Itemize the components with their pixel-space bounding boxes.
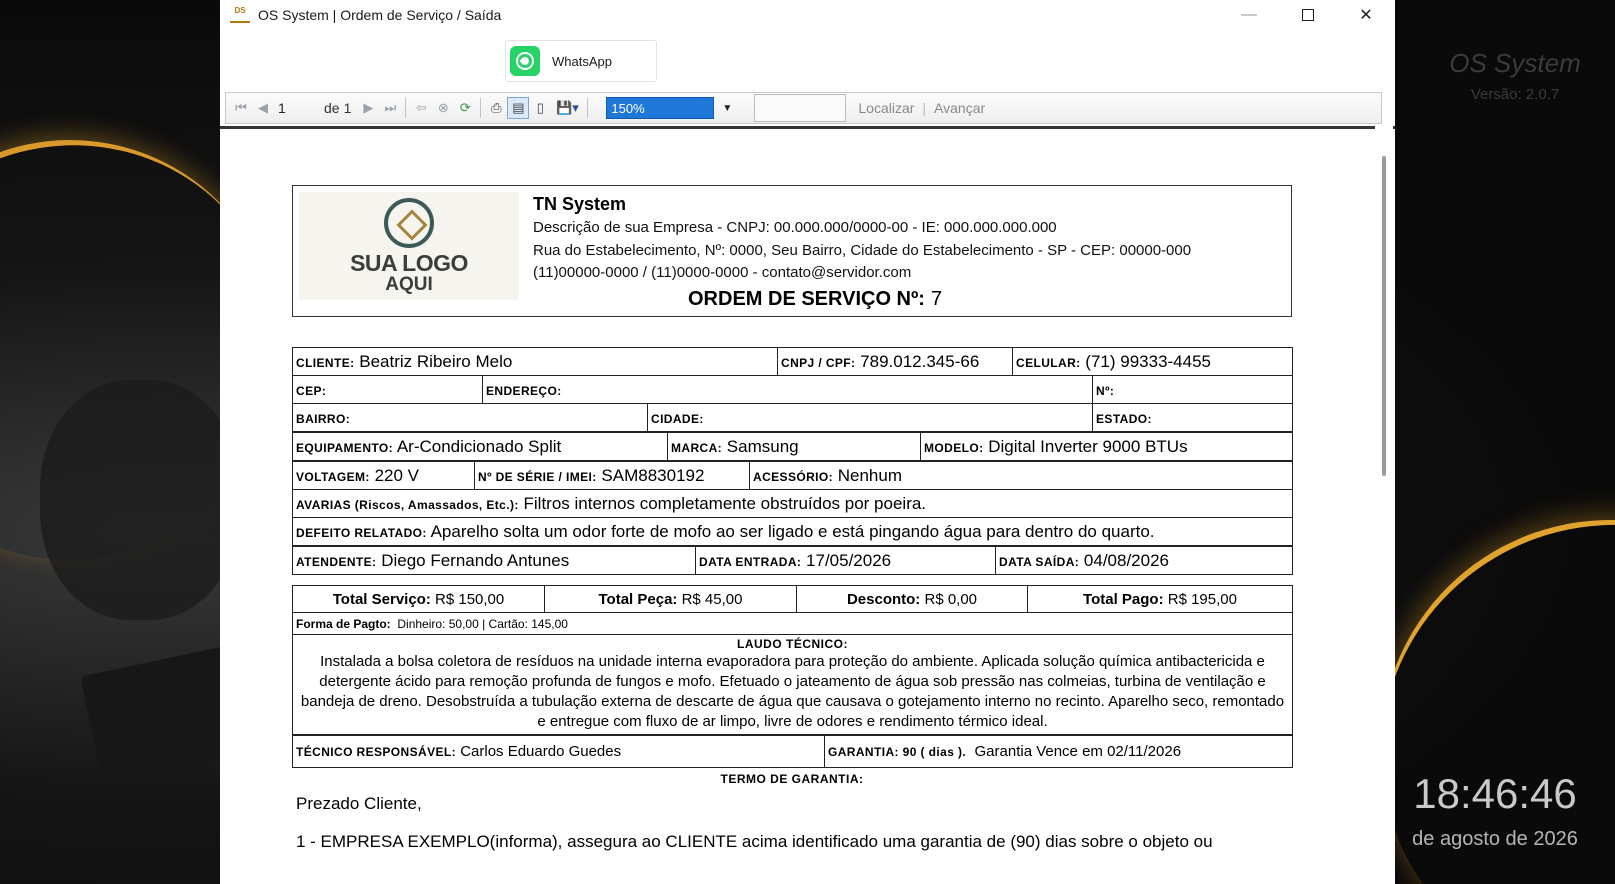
exit-date-cell: DATA SAÍDA: 04/08/2026 [996,547,1293,575]
refresh-icon[interactable]: ⟳ [459,100,471,115]
stop-icon[interactable]: ⊗ [437,100,449,115]
table-row [293,462,1293,490]
model-cell: MODELO: Digital Inverter 9000 BTUs [921,433,1293,461]
serial-cell: Nº DE SÉRIE / IMEI: SAM8830192 [475,462,750,490]
report-page [292,185,1292,852]
brand-version: Versão: 2.0.7 [1470,86,1560,103]
voltage-table [292,461,1293,546]
cnpj-cell: CNPJ / CPF: 789.012.345-66 [778,348,1013,376]
page-of-label: de [324,100,340,116]
company-header [292,185,1292,317]
whatsapp-button[interactable] [505,40,657,82]
dates-table [292,546,1293,575]
company-name: TN System [533,194,627,214]
accessory-cell: ACESSÓRIO: Nenhum [750,462,1293,490]
clock-time: 18:46:46 [1413,770,1577,817]
equipment-table [292,432,1293,461]
action-bar [220,30,1395,84]
technician-cell: TÉCNICO RESPONSÁVEL: Carlos Eduardo Guedes [293,736,825,768]
previous-page-button[interactable]: ◀ [258,100,268,115]
client-cell: CLIENTE: Beatriz Ribeiro Melo [293,348,778,376]
brand-cell: MARCA: Samsung [668,433,921,461]
maximize-icon [1302,9,1314,21]
chevron-down-icon[interactable]: ▼ [722,102,733,114]
logo-text-line2: AQUI [385,273,433,295]
find-link[interactable]: Localizar [858,100,915,116]
table-row [293,404,1293,432]
close-button[interactable] [1337,0,1395,30]
page-setup-icon[interactable]: ▯ [536,100,544,115]
table-row [293,490,1293,518]
warranty-terms-greeting: Prezado Cliente, [296,794,422,813]
whatsapp-icon [510,46,540,76]
company-contact: (11)00000-0000 / (11)0000-0000 - contato@servidor.com [533,264,912,281]
table-row [293,433,1293,461]
client-cnpj: 789.012.345-66 [860,351,980,371]
scrollbar-thumb[interactable] [1382,156,1386,476]
company-description: Descrição de sua Empresa - CNPJ: 00.000.000/0000-00 - IE: 000.000.000.000 [533,219,1057,236]
minimize-button[interactable]: — [1241,6,1257,23]
entry-date-cell: DATA ENTRADA: 17/05/2026 [696,547,996,575]
discount-cell: Desconto: R$ 0,00 [797,586,1028,613]
toolbar-separator [405,98,406,118]
report-window [220,0,1395,884]
table-row [293,736,1293,768]
client-info-table [292,347,1293,432]
maximize-button[interactable] [1279,0,1337,30]
phone-cell: CELULAR: (71) 99333-4455 [1013,348,1293,376]
client-phone: (71) 99333-4455 [1085,351,1212,371]
brand-title: OS System [1449,48,1581,78]
find-text-input[interactable] [754,94,846,122]
warranty-terms-title: TERMO DE GARANTIA: [720,772,864,786]
client-name: Beatriz Ribeiro Melo [359,351,513,371]
os-title [688,288,942,311]
totals-table [292,585,1293,735]
background-hand [40,380,240,620]
report-toolbar [225,92,1382,124]
close-icon: ✕ [1359,7,1373,24]
table-row [293,635,1293,735]
whatsapp-label: WhatsApp [552,53,612,69]
table-row [293,613,1293,635]
state-cell: ESTADO: [1093,404,1293,432]
print-icon[interactable]: ⎙ [491,100,502,115]
table-row [293,586,1293,613]
first-page-button[interactable]: ⏮ [235,100,247,115]
total-paid-cell: Total Pago: R$ 195,00 [1028,586,1293,613]
total-parts-cell: Total Peça: R$ 45,00 [545,586,797,613]
table-row [293,376,1293,404]
payment-method-cell: Forma de Pagto: Dinheiro: 50,00 | Cartão: 145,00 [293,613,1293,635]
next-page-button[interactable]: ▶ [363,100,374,115]
table-row [293,348,1293,376]
technical-report-title: LAUDO TÉCNICO: [737,637,848,651]
page-number-input[interactable] [274,97,322,119]
table-row [293,547,1293,575]
voltage-cell: VOLTAGEM: 220 V [293,462,475,490]
report-viewport[interactable] [220,126,1395,884]
technical-report-text: Instalada a bolsa coletora de resíduos na unidade interna evaporadora para proteção do ambiente. Aplicada solução química antibactericida e detergente ácido para remoção profunda de fungos e mofo. Efetuado o jateamento de água sob pressão nas colmeias, turbina de ventilação e bandeja de dreno. Desobstruída a tubulação externa de descarte de água que causava o gotejamento interno no recinto. Aparelho seco, remontado e entregue com fluxo de ar limpo, livre de odores e rendimento térmico ideal. [300,653,1285,730]
toolbar-separator [587,98,588,118]
number-cell: Nº: [1093,376,1293,404]
toolbar-separator [480,98,481,118]
reported-defect-cell: DEFEITO RELATADO: Aparelho solta um odor forte de mofo ao ser ligado e está pingando água para dentro do quarto. [293,518,1293,546]
os-title-label: ORDEM DE SERVIÇO Nº: [688,288,925,310]
total-service-cell: Total Serviço: R$ 150,00 [293,586,545,613]
company-address: Rua do Estabelecimento, Nº: 0000, Seu Bairro, Cidade do Estabelecimento - SP - CEP: 00000-000 [533,242,1192,259]
technician-table [292,735,1293,768]
export-save-icon[interactable]: 💾▾ [556,100,579,115]
page-total-label: 1 [343,100,352,116]
logo-emblem-icon [384,198,434,248]
window-title: OS System | Ordem de Serviço / Saída [258,7,502,23]
clock-date: de agosto de 2026 [1412,828,1578,850]
warranty-cell: GARANTIA: 90 ( dias ). Garantia Vence em 02/11/2026 [825,736,1293,768]
print-layout-icon[interactable]: ▤ [507,97,529,119]
vertical-scrollbar[interactable] [1375,126,1393,884]
address-cell: ENDEREÇO: [483,376,1093,404]
district-cell: BAIRRO: [293,404,648,432]
zoom-select[interactable]: 150% [606,97,714,119]
city-cell: CIDADE: [648,404,1093,432]
company-logo [299,192,519,300]
technical-report-cell [293,635,1293,735]
logo-text-line1: SUA LOGO [350,249,468,276]
os-number: 7 [930,288,943,310]
back-button[interactable]: ⇦ [415,100,427,115]
damage-cell: AVARIAS (Riscos, Amassados, Etc.): Filtros internos completamente obstruídos por poeira. [293,490,1293,518]
attendant-cell: ATENDENTE: Diego Fernando Antunes [293,547,696,575]
title-bar[interactable] [220,0,1395,30]
last-page-button[interactable]: ⏭ [384,100,397,115]
cep-cell: CEP: [293,376,483,404]
link-separator: | [922,100,927,116]
table-row [293,518,1293,546]
app-logo-icon: DS [230,7,250,23]
warranty-terms-text: 1 - EMPRESA EXEMPLO(informa), assegura ao CLIENTE acima identificado uma garantia de (90) dias sobre o objeto ou [296,832,1213,851]
equipment-cell: EQUIPAMENTO: Ar-Condicionado Split [293,433,668,461]
find-next-link[interactable]: Avançar [934,100,986,116]
